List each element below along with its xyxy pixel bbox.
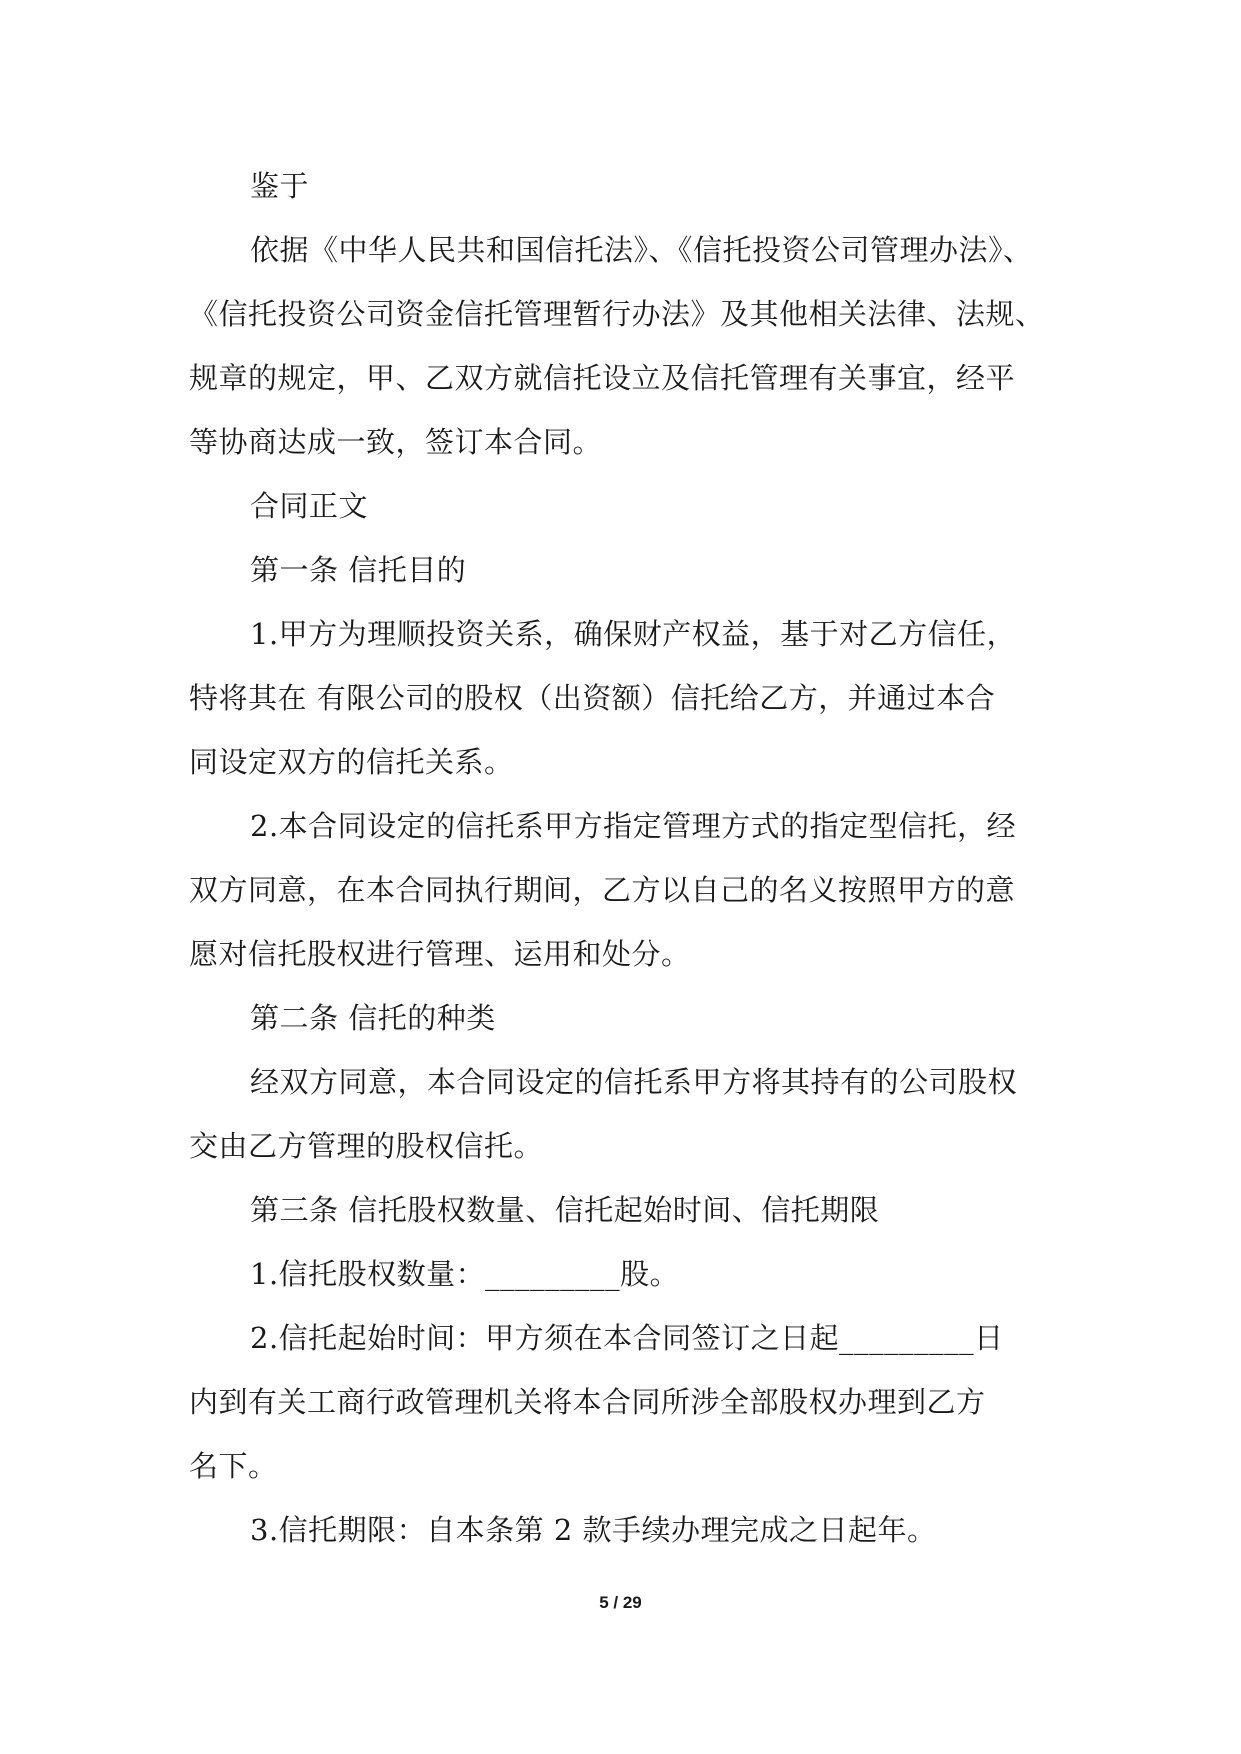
paragraph-line: 1.信托股权数量：_________股。 — [250, 1257, 680, 1291]
paragraph-line: 双方同意，在本合同执行期间，乙方以自己的名义按照甲方的意 — [189, 873, 1016, 907]
paragraph-line: 愿对信托股权进行管理、运用和处分。 — [189, 937, 691, 971]
article-3-title: 第三条 信托股权数量、信托起始时间、信托期限 — [250, 1193, 880, 1227]
paragraph-line: 交由乙方管理的股权信托。 — [189, 1129, 544, 1163]
heading-jianyu: 鉴于 — [250, 169, 310, 203]
paragraph-line: 名下。 — [189, 1449, 278, 1483]
paragraph-line: 2.信托起始时间：甲方须在本合同签订之日起_________日 — [250, 1321, 1004, 1355]
paragraph-line: 《信托投资公司资金信托管理暂行办法》及其他相关法律、法规、 — [189, 297, 1045, 331]
page-number: 5 / 29 — [599, 1593, 642, 1612]
paragraph-line: 规章的规定，甲、乙双方就信托设立及信托管理有关事宜，经平 — [189, 361, 1016, 395]
article-1-title: 第一条 信托目的 — [250, 553, 467, 587]
paragraph-line: 同设定双方的信托关系。 — [189, 745, 514, 779]
paragraph-line: 1.甲方为理顺投资关系，确保财产权益，基于对乙方信任， — [250, 617, 1017, 651]
heading-contract-body: 合同正文 — [250, 489, 369, 523]
article-2-title: 第二条 信托的种类 — [250, 1001, 496, 1035]
paragraph-line: 依据《中华人民共和国信托法》、《信托投资公司管理办法》、 — [250, 233, 1033, 267]
paragraph-line: 3.信托期限：自本条第 2 款手续办理完成之日起年。 — [250, 1513, 937, 1547]
paragraph-line: 内到有关工商行政管理机关将本合同所涉全部股权办理到乙方 — [189, 1385, 986, 1419]
paragraph-line: 2.本合同设定的信托系甲方指定管理方式的指定型信托，经 — [250, 809, 1017, 843]
paragraph-line: 特将其在 有限公司的股权（出资额）信托给乙方，并通过本合 — [189, 681, 996, 715]
paragraph-line: 等协商达成一致，签订本合同。 — [189, 425, 603, 459]
paragraph-line: 经双方同意，本合同设定的信托系甲方将其持有的公司股权 — [250, 1065, 1018, 1099]
